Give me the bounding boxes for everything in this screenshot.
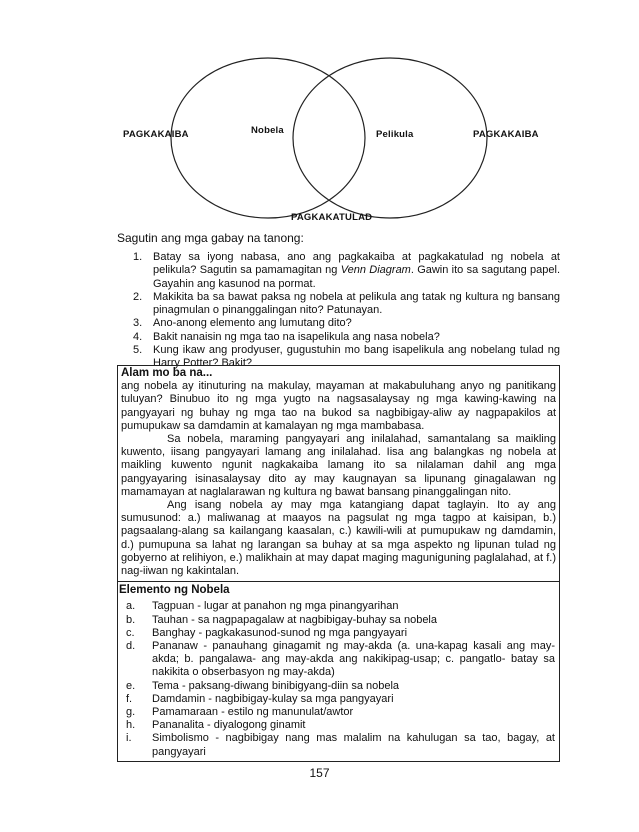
element-letter: g. — [126, 706, 136, 719]
element-text: Damdamin - nagbibigay-kulay sa mga pangyayari — [152, 692, 394, 705]
element-item — [118, 732, 559, 758]
element-item — [118, 600, 559, 613]
element-text: Pananaw - panauhang ginagamit ng may-akda (a. una-kapag kasali ang may-akda; b. pangalawa- ang may-akda ang nakikipag-usap; c. pangatlo- batay sa nakikita o obserbasyon ng may-akda) — [152, 640, 555, 679]
info-paragraph: ang nobela ay itinuturing na makulay, mayaman at makabuluhang anyo ng panitikang tuluyan? Binubuo ito ng mga yugto na nagsasalaysay ng mga kawing-kawing na pangyayari ng buhay ng mga tao na bukod sa nagbibigay-aliw ay nagpapakilos at pumupukaw sa damdamin at kamalayan ng mga mambabasa. — [121, 380, 556, 432]
element-item — [118, 719, 559, 732]
page-number: 157 — [309, 766, 330, 780]
venn-diagram — [0, 0, 639, 230]
element-item — [118, 627, 559, 640]
info-box — [117, 365, 560, 762]
element-letter: h. — [126, 719, 136, 732]
elements-title: Elemento ng Nobela — [119, 584, 230, 597]
question-item — [117, 317, 560, 330]
element-text: Tagpuan - lugar at panahon ng mga pinangyarihan — [152, 600, 399, 613]
venn-circles — [0, 0, 639, 230]
elements-list — [118, 600, 559, 758]
instructions: Sagutin ang mga gabay na tanong: — [117, 231, 304, 245]
venn-circle-left — [171, 58, 365, 218]
element-letter: i. — [126, 732, 132, 745]
venn-label-pelikula: Pelikula — [376, 129, 414, 140]
question-text: Kung ikaw ang prodyuser, gugustuhin mo bang isapelikula ang nobelang tulad ng Harry Potter? Bakit? — [153, 344, 560, 370]
venn-diagram-emphasis: Venn Diagram — [340, 264, 411, 277]
element-text: Simbolismo - nagbibigay nang mas malalim na kahulugan sa tao, bagay, at pangyayari — [152, 732, 555, 758]
element-text: Tauhan - sa nagpapagalaw at nagbibigay-buhay sa nobela — [152, 613, 437, 626]
element-text: Pamamaraan - estilo ng manunulat/awtor — [152, 706, 354, 719]
element-letter: c. — [126, 626, 135, 639]
venn-label-right-outer: PAGKAKAIBA — [473, 129, 539, 140]
element-letter: d. — [126, 640, 136, 653]
element-letter: b. — [126, 613, 136, 626]
question-item — [117, 251, 560, 291]
question-text-end: . Gawin ito sa sagutang papel. Gayahin ang kasunod na pormat. — [153, 264, 561, 290]
question-number: 1. — [133, 251, 143, 263]
element-item — [118, 614, 559, 627]
element-item — [118, 640, 559, 680]
question-number: 3. — [133, 317, 143, 330]
info-box-title: Alam mo ba na... — [121, 367, 213, 379]
element-item — [118, 706, 559, 719]
element-item — [118, 680, 559, 693]
venn-label-left-outer: PAGKAKAIBA — [123, 129, 189, 140]
element-text: Pananalita - diyalogong ginamit — [152, 719, 306, 732]
question-item — [117, 291, 560, 318]
venn-label-nobela: Nobela — [251, 125, 284, 136]
question-text: Batay sa iyong nabasa, ano ang pagkakaiba at pagkakatulad ng nobela at pelikula? Sagutin sa pamamagitan ng — [153, 251, 560, 277]
element-text: Tema - paksang-diwang binibigyang-diin sa nobela — [152, 679, 400, 692]
question-text: Bakit nanaisin ng mga tao na isapelikula ang nasa nobela? — [153, 330, 440, 343]
info-paragraph: Sa nobela, maraming pangyayari ang inilalahad, samantalang sa maikling kuwento, iisang pangyayari lamang ang inilalahad. Iisa ang balangkas ng nobela at maikling kuwento ngunit nagkakaiba lamang ito sa nilalaman dahil ang mga pangyayaring isinasalaysay dito ay may kaugnayan sa lipunang ginagalawan ng mamamayan at naglalarawan ng kultura ng bawat bansang pinanggalingan nito. — [121, 433, 556, 498]
question-item — [117, 331, 560, 344]
question-text: Ano-anong elemento ang lumutang dito? — [153, 317, 352, 330]
element-letter: e. — [126, 679, 136, 692]
info-paragraph: Ang isang nobela ay may mga katangiang dapat taglayin. Ito ay ang sumusunod: a.) maliwanag at maayos na pagsulat ng mga tagpo at kaisipan, b.) pagsaalang-alang sa kailangang kaasalan, c.) kawili-wili at pumupukaw ng damdamin, d.) pumupuna sa lahat ng larangan sa buhay at sa mga aspekto ng lipunan tulad ng gobyerno at relihiyon, e.) malikhain at may dapat maging maguniguning paglalahad, at f.) nag-iiwan ng kakintalan. — [121, 499, 556, 578]
question-number: 5. — [133, 344, 143, 357]
element-letter: a. — [126, 600, 136, 613]
question-text: Makikita ba sa bawat paksa ng nobela at pelikula ang tatak ng kultura ng bansang pinagmulan o pinanggalingan nito? Patunayan. — [153, 290, 560, 317]
question-number: 2. — [133, 290, 143, 303]
element-text: Banghay - pagkakasunod-sunod ng mga pangyayari — [152, 626, 408, 639]
guide-questions — [117, 251, 560, 371]
element-letter: f. — [126, 692, 133, 705]
venn-label-bottom: PAGKAKATULAD — [291, 212, 373, 223]
question-number: 4. — [133, 330, 143, 343]
element-item — [118, 693, 559, 706]
